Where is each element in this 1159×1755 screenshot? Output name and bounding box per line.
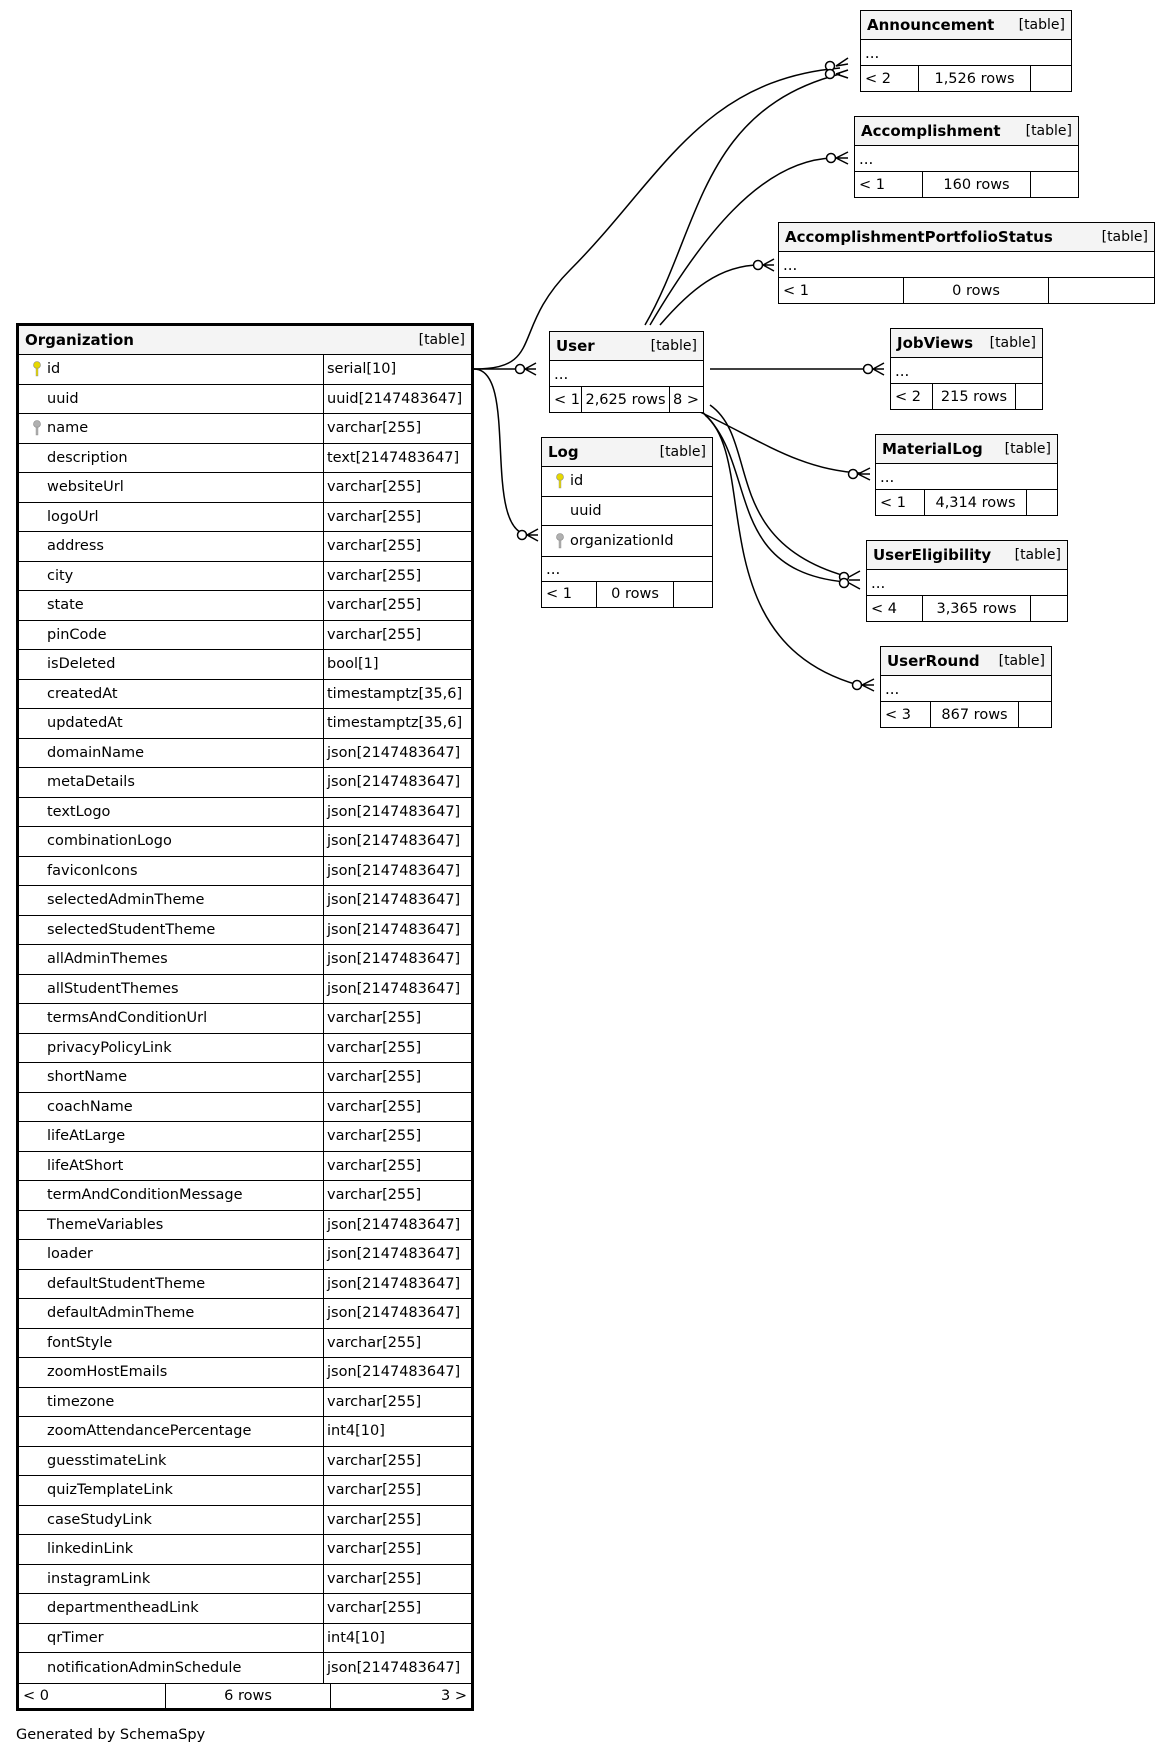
column-name-cell — [19, 857, 323, 886]
column-name-cell — [542, 526, 712, 556]
table-name: Log — [548, 443, 579, 461]
column-name-cell — [19, 444, 323, 473]
column-name-cell — [542, 467, 712, 496]
column-type: json[2147483647] — [323, 768, 471, 797]
column-name-cell — [19, 1653, 323, 1683]
row-count: 3,365 rows — [923, 596, 1031, 621]
column-type: varchar[255] — [323, 621, 471, 650]
table-row — [19, 945, 471, 975]
column-type: varchar[255] — [323, 1093, 471, 1122]
column-name: notificationAdminSchedule — [47, 1659, 242, 1676]
column-name-cell — [19, 1152, 323, 1181]
more-columns: ... — [779, 252, 1154, 278]
column-name-cell — [19, 1240, 323, 1269]
column-type: json[2147483647] — [323, 916, 471, 945]
table-name: UserRound — [887, 652, 980, 670]
column-type: serial[10] — [323, 355, 471, 384]
table-type-label: [table] — [989, 335, 1036, 351]
column-name-cell — [19, 503, 323, 532]
table-announcement[interactable] — [860, 10, 1072, 92]
column-name-cell — [542, 497, 712, 526]
column-type: timestamptz[35,6] — [323, 709, 471, 738]
table-row — [19, 1152, 471, 1182]
generated-by-footer: Generated by SchemaSpy — [16, 1727, 206, 1743]
table-header — [19, 326, 471, 355]
children-link[interactable] — [1031, 172, 1078, 197]
column-type: varchar[255] — [323, 1122, 471, 1151]
table-userround[interactable] — [880, 646, 1052, 728]
column-name-cell — [19, 709, 323, 738]
column-name-cell — [19, 1565, 323, 1594]
edge-user-userround — [705, 415, 858, 685]
table-accomplishment-portfolio-status[interactable] — [778, 222, 1155, 304]
table-type-label: [table] — [659, 444, 706, 460]
column-name: termAndConditionMessage — [47, 1187, 243, 1204]
column-type: varchar[255] — [323, 473, 471, 502]
column-name: name — [47, 420, 89, 437]
table-row — [19, 1093, 471, 1123]
column-name: updatedAt — [47, 715, 123, 732]
table-user[interactable] — [549, 331, 704, 413]
table-header — [861, 11, 1071, 40]
column-name: allAdminThemes — [47, 951, 168, 968]
column-type: text[2147483647] — [323, 444, 471, 473]
table-footer — [550, 387, 703, 412]
row-count: 6 rows — [166, 1684, 331, 1708]
children-link[interactable] — [674, 582, 712, 607]
table-row — [19, 1240, 471, 1270]
column-name: textLogo — [47, 803, 111, 820]
column-name: isDeleted — [47, 656, 116, 673]
column-name-cell — [19, 1181, 323, 1210]
table-row — [19, 975, 471, 1005]
table-name: Announcement — [867, 16, 995, 34]
parents-link[interactable]: < 1 — [779, 278, 904, 303]
table-row — [19, 1476, 471, 1506]
table-accomplishment[interactable] — [854, 116, 1079, 198]
more-columns: ... — [891, 358, 1042, 384]
table-row — [19, 1417, 471, 1447]
table-header — [876, 435, 1057, 464]
table-row — [19, 1211, 471, 1241]
more-columns: ... — [876, 464, 1057, 490]
column-type: varchar[255] — [323, 503, 471, 532]
table-row — [19, 562, 471, 592]
column-type: varchar[255] — [323, 532, 471, 561]
table-row — [19, 857, 471, 887]
row-count: 867 rows — [931, 702, 1019, 727]
column-type: varchar[255] — [323, 1034, 471, 1063]
table-name: User — [556, 337, 595, 355]
column-type: varchar[255] — [323, 562, 471, 591]
table-type-label: [table] — [1004, 441, 1051, 457]
table-footer — [876, 490, 1057, 515]
column-type: json[2147483647] — [323, 945, 471, 974]
table-row — [19, 1653, 471, 1683]
table-jobviews[interactable] — [890, 328, 1043, 410]
column-name-cell — [19, 562, 323, 591]
column-name-cell — [19, 975, 323, 1004]
column-name: caseStudyLink — [47, 1511, 152, 1528]
foreign-key-icon — [27, 420, 47, 436]
parents-link[interactable]: < 3 — [881, 702, 931, 727]
column-name-cell — [19, 1535, 323, 1564]
row-count: 0 rows — [597, 582, 674, 607]
edge-organization-announcement — [474, 68, 840, 369]
column-name: qrTimer — [47, 1629, 104, 1646]
column-name-cell — [19, 680, 323, 709]
parents-link[interactable]: < 1 — [876, 490, 925, 515]
column-name: ThemeVariables — [47, 1216, 164, 1233]
column-type: json[2147483647] — [323, 798, 471, 827]
table-header — [891, 329, 1042, 358]
column-name-cell — [19, 1034, 323, 1063]
table-row — [19, 739, 471, 769]
column-name: termsAndConditionUrl — [47, 1010, 208, 1027]
more-columns: ... — [861, 40, 1071, 66]
column-name-cell — [19, 414, 323, 443]
column-name-cell — [19, 473, 323, 502]
table-row — [19, 385, 471, 415]
column-type: bool[1] — [323, 650, 471, 679]
column-name-cell — [19, 1417, 323, 1446]
column-type: int4[10] — [323, 1624, 471, 1653]
table-row — [19, 1624, 471, 1654]
table-row — [19, 1299, 471, 1329]
column-name-cell — [19, 1329, 323, 1358]
table-name: Accomplishment — [861, 122, 1001, 140]
column-name: lifeAtLarge — [47, 1128, 126, 1145]
parents-link[interactable]: < 2 — [891, 384, 933, 409]
table-row — [19, 1063, 471, 1093]
table-row — [542, 467, 712, 497]
column-name-cell — [19, 1063, 323, 1092]
table-materiallog[interactable] — [875, 434, 1058, 516]
parents-link[interactable]: < 2 — [861, 66, 919, 91]
table-type-label: [table] — [418, 332, 465, 348]
column-type: varchar[255] — [323, 1181, 471, 1210]
column-type: json[2147483647] — [323, 1653, 471, 1683]
column-name-cell — [19, 1211, 323, 1240]
column-name-cell — [19, 1004, 323, 1033]
primary-key-icon — [27, 361, 47, 377]
column-name: defaultStudentTheme — [47, 1275, 206, 1292]
column-name-cell — [19, 650, 323, 679]
column-type: varchar[255] — [323, 1476, 471, 1505]
column-name: loader — [47, 1246, 93, 1263]
column-name-cell — [19, 1270, 323, 1299]
column-name: allStudentThemes — [47, 980, 179, 997]
table-row — [19, 680, 471, 710]
edge-user-usereligibility-2 — [700, 410, 845, 582]
table-row — [19, 355, 471, 385]
column-name-cell — [19, 1506, 323, 1535]
table-type-label: [table] — [650, 338, 697, 354]
table-name: AccomplishmentPortfolioStatus — [785, 228, 1053, 246]
column-name-cell — [19, 355, 323, 384]
column-type: varchar[255] — [323, 1329, 471, 1358]
table-row — [19, 1329, 471, 1359]
column-type: varchar[255] — [323, 1152, 471, 1181]
column-name: zoomHostEmails — [47, 1364, 168, 1381]
edge-user-aps — [660, 265, 760, 325]
table-log[interactable] — [541, 437, 713, 608]
table-row — [19, 1122, 471, 1152]
column-type: varchar[255] — [323, 1594, 471, 1623]
column-name-cell — [19, 1476, 323, 1505]
more-columns: ... — [867, 570, 1067, 596]
table-row — [19, 1535, 471, 1565]
more-columns: ... — [542, 556, 712, 582]
edge-organization-log — [474, 369, 530, 535]
table-row — [19, 886, 471, 916]
children-link[interactable] — [1031, 596, 1067, 621]
column-name: metaDetails — [47, 774, 135, 791]
column-name: state — [47, 597, 84, 614]
parents-link[interactable]: < 1 — [542, 582, 597, 607]
column-name: uuid — [570, 502, 602, 519]
column-name: id — [570, 473, 584, 490]
parents-link[interactable]: < 1 — [550, 387, 582, 412]
table-row — [19, 1358, 471, 1388]
column-name: departmentheadLink — [47, 1600, 199, 1617]
table-type-label: [table] — [1101, 229, 1148, 245]
parents-link[interactable]: < 4 — [867, 596, 923, 621]
table-header — [881, 647, 1051, 676]
row-count: 2,625 rows — [582, 387, 670, 412]
table-header — [855, 117, 1078, 146]
table-row — [19, 650, 471, 680]
table-row — [542, 497, 712, 527]
table-row — [19, 591, 471, 621]
table-type-label: [table] — [1014, 547, 1061, 563]
column-type: json[2147483647] — [323, 1299, 471, 1328]
column-type: json[2147483647] — [323, 886, 471, 915]
column-name-cell — [19, 768, 323, 797]
table-row — [19, 1565, 471, 1595]
column-name-cell — [19, 532, 323, 561]
children-link[interactable]: 3 > — [441, 1687, 467, 1704]
column-name-cell — [19, 1624, 323, 1653]
column-name: defaultAdminTheme — [47, 1305, 195, 1322]
table-row — [19, 414, 471, 444]
table-footer — [542, 582, 712, 607]
column-name: selectedStudentTheme — [47, 921, 216, 938]
table-organization[interactable] — [16, 323, 474, 1711]
column-name: guesstimateLink — [47, 1452, 167, 1469]
table-header — [550, 332, 703, 361]
column-name-cell — [19, 1388, 323, 1417]
column-type: varchar[255] — [323, 1565, 471, 1594]
table-row — [19, 768, 471, 798]
column-name: description — [47, 449, 128, 466]
column-list — [19, 355, 471, 1683]
table-name: Organization — [25, 331, 134, 349]
column-list — [542, 467, 712, 556]
table-row — [19, 444, 471, 474]
column-name: lifeAtShort — [47, 1157, 124, 1174]
table-header — [867, 541, 1067, 570]
column-name: zoomAttendancePercentage — [47, 1423, 252, 1440]
column-name-cell — [19, 385, 323, 414]
column-name-cell — [19, 1299, 323, 1328]
column-name-cell — [19, 1447, 323, 1476]
column-name-cell — [19, 1358, 323, 1387]
column-name: address — [47, 538, 104, 555]
column-type: varchar[255] — [323, 1388, 471, 1417]
primary-key-icon — [550, 473, 570, 489]
table-footer — [779, 278, 1154, 303]
table-row — [19, 473, 471, 503]
row-count: 215 rows — [933, 384, 1016, 409]
row-count: 0 rows — [904, 278, 1049, 303]
table-row — [19, 1594, 471, 1624]
column-type: varchar[255] — [323, 1447, 471, 1476]
children-link[interactable] — [1016, 384, 1042, 409]
column-type: json[2147483647] — [323, 857, 471, 886]
foreign-key-icon — [550, 533, 570, 549]
column-name: privacyPolicyLink — [47, 1039, 172, 1056]
more-columns: ... — [550, 361, 703, 387]
children-link[interactable] — [1019, 702, 1051, 727]
column-name-cell — [19, 1594, 323, 1623]
table-row — [19, 503, 471, 533]
column-name: selectedAdminTheme — [47, 892, 205, 909]
table-usereligibility[interactable] — [866, 540, 1068, 622]
table-row — [19, 1447, 471, 1477]
table-footer — [855, 172, 1078, 197]
column-name: id — [47, 361, 61, 378]
table-type-label: [table] — [1018, 17, 1065, 33]
children-link[interactable] — [1027, 490, 1057, 515]
column-name-cell — [19, 739, 323, 768]
table-type-label: [table] — [1025, 123, 1072, 139]
table-name: UserEligibility — [873, 546, 992, 564]
edge-user-usereligibility-1 — [710, 405, 845, 576]
children-link[interactable]: 8 > — [673, 391, 699, 408]
column-name: coachName — [47, 1098, 133, 1115]
column-name-cell — [19, 1093, 323, 1122]
parents-link[interactable]: < 1 — [855, 172, 923, 197]
table-row — [19, 1388, 471, 1418]
column-name-cell — [19, 886, 323, 915]
column-type: json[2147483647] — [323, 1211, 471, 1240]
column-name: faviconIcons — [47, 862, 138, 879]
table-header — [779, 223, 1154, 252]
column-type: int4[10] — [323, 1417, 471, 1446]
column-name-cell — [19, 1122, 323, 1151]
column-name-cell — [19, 827, 323, 856]
column-type: json[2147483647] — [323, 975, 471, 1004]
table-type-label: [table] — [998, 653, 1045, 669]
table-row — [19, 1004, 471, 1034]
column-type: timestamptz[35,6] — [323, 680, 471, 709]
column-type: varchar[255] — [323, 414, 471, 443]
more-columns: ... — [881, 676, 1051, 702]
table-footer — [867, 596, 1067, 621]
column-name: timezone — [47, 1393, 115, 1410]
row-count: 160 rows — [923, 172, 1031, 197]
column-type: json[2147483647] — [323, 1358, 471, 1387]
table-row — [19, 1506, 471, 1536]
table-row — [19, 1034, 471, 1064]
row-count: 4,314 rows — [925, 490, 1027, 515]
column-name-cell — [19, 798, 323, 827]
column-name: shortName — [47, 1069, 128, 1086]
table-row — [19, 709, 471, 739]
table-footer — [861, 66, 1071, 91]
column-name: organizationId — [570, 532, 674, 549]
column-type: json[2147483647] — [323, 739, 471, 768]
column-type: varchar[255] — [323, 591, 471, 620]
column-name: combinationLogo — [47, 833, 172, 850]
table-row — [19, 1181, 471, 1211]
table-footer — [881, 702, 1051, 727]
column-name: websiteUrl — [47, 479, 124, 496]
table-row — [19, 798, 471, 828]
table-row — [19, 1270, 471, 1300]
table-footer — [891, 384, 1042, 409]
column-name: city — [47, 567, 74, 584]
column-name-cell — [19, 916, 323, 945]
column-name: linkedinLink — [47, 1541, 134, 1558]
table-row — [19, 621, 471, 651]
column-name-cell — [19, 591, 323, 620]
table-footer — [19, 1683, 471, 1708]
column-type: json[2147483647] — [323, 1240, 471, 1269]
column-type: json[2147483647] — [323, 1270, 471, 1299]
column-type: json[2147483647] — [323, 827, 471, 856]
column-type: varchar[255] — [323, 1535, 471, 1564]
column-name: createdAt — [47, 685, 118, 702]
column-name: quizTemplateLink — [47, 1482, 173, 1499]
more-columns: ... — [855, 146, 1078, 172]
table-row — [542, 526, 712, 556]
table-name: JobViews — [897, 334, 974, 352]
column-name-cell — [19, 621, 323, 650]
table-header — [542, 438, 712, 467]
column-type: uuid[2147483647] — [323, 385, 471, 414]
table-row — [19, 532, 471, 562]
column-name: logoUrl — [47, 508, 99, 525]
column-name-cell — [19, 945, 323, 974]
children-link[interactable] — [1031, 66, 1071, 91]
parents-link[interactable]: < 0 — [19, 1684, 166, 1708]
column-name: domainName — [47, 744, 145, 761]
table-row — [19, 827, 471, 857]
children-link[interactable] — [1049, 278, 1154, 303]
column-type: varchar[255] — [323, 1506, 471, 1535]
table-name: MaterialLog — [882, 440, 983, 458]
row-count: 1,526 rows — [919, 66, 1031, 91]
column-name: fontStyle — [47, 1334, 113, 1351]
column-type: varchar[255] — [323, 1004, 471, 1033]
column-name: uuid — [47, 390, 79, 407]
column-name: instagramLink — [47, 1570, 151, 1587]
column-type: varchar[255] — [323, 1063, 471, 1092]
column-name: pinCode — [47, 626, 107, 643]
table-row — [19, 916, 471, 946]
